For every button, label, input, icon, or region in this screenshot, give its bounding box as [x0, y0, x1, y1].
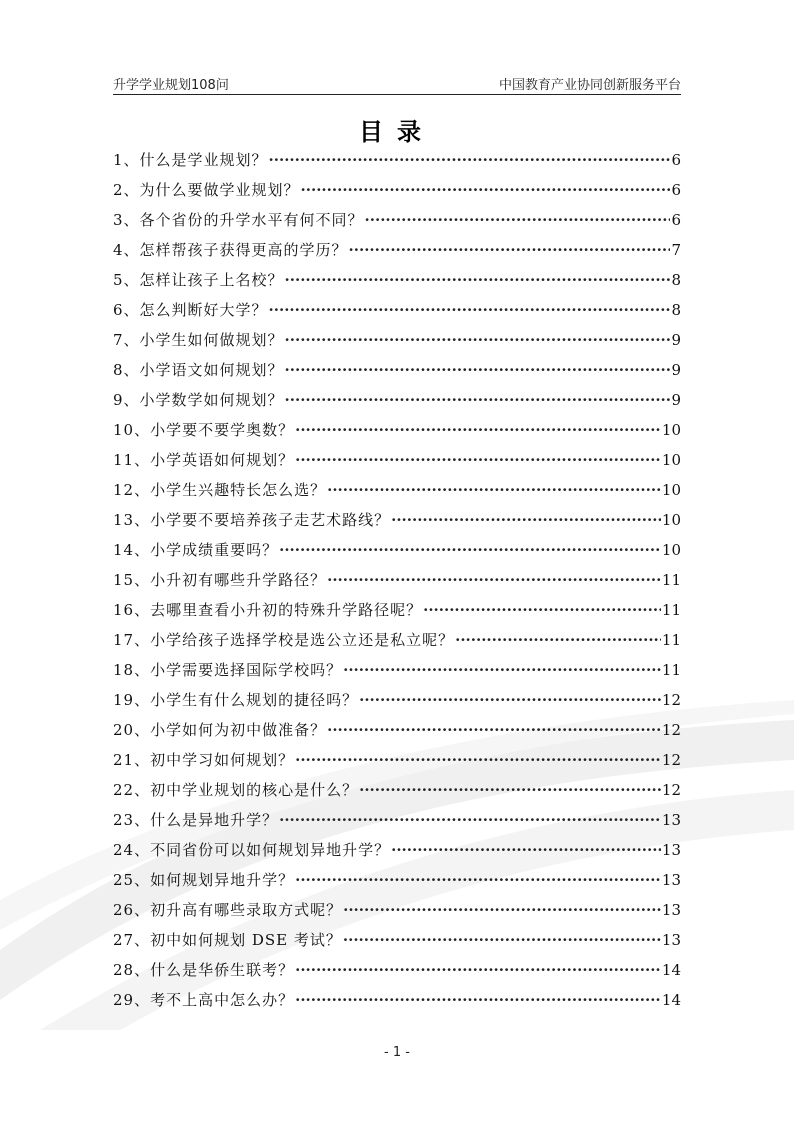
toc-dot-leader: [285, 385, 670, 415]
toc-entry-page: 10: [661, 451, 681, 469]
toc-entry-label: 18、小学需要选择国际学校吗？: [113, 661, 343, 679]
toc-entry-label: 26、初升高有哪些录取方式呢？: [113, 901, 343, 919]
toc-entry-page: 9: [671, 331, 681, 349]
toc-entry[interactable]: [113, 685, 681, 715]
toc-dot-leader: [327, 715, 661, 745]
toc-dot-leader: [295, 745, 661, 775]
toc-dot-leader: [295, 985, 661, 1015]
toc-entry-page: 13: [661, 811, 681, 829]
toc-entry[interactable]: [113, 145, 681, 175]
toc-entry[interactable]: [113, 745, 681, 775]
toc-entry[interactable]: [113, 715, 681, 745]
toc-entry-page: 12: [661, 691, 681, 709]
toc-entry-page: 9: [671, 391, 681, 409]
toc-dot-leader: [295, 415, 661, 445]
toc-entry-label: 25、如何规划异地升学？: [113, 871, 295, 889]
toc-dot-leader: [269, 295, 670, 325]
toc-entry[interactable]: [113, 235, 681, 265]
toc-entry[interactable]: [113, 925, 681, 955]
toc-dot-leader: [285, 355, 670, 385]
toc-entry-label: 12、小学生兴趣特长怎么选？: [113, 481, 327, 499]
toc-entry-page: 9: [671, 361, 681, 379]
toc-entry-page: 10: [661, 481, 681, 499]
toc-entry-page: 11: [661, 571, 681, 589]
page-title: 目录: [359, 118, 435, 146]
toc-entry-page: 13: [661, 931, 681, 949]
toc-entry-page: 6: [671, 211, 681, 229]
toc-entry-label: 16、去哪里查看小升初的特殊升学路径呢？: [113, 601, 423, 619]
toc-entry-page: 11: [661, 601, 681, 619]
toc-dot-leader: [343, 895, 661, 925]
toc-entry-label: 10、小学要不要学奥数？: [113, 421, 295, 439]
toc-dot-leader: [365, 205, 670, 235]
toc-entry[interactable]: [113, 205, 681, 235]
toc-entry-page: 8: [671, 271, 681, 289]
toc-entry-label: 27、初中如何规划 DSE 考试？: [113, 931, 342, 949]
toc-dot-leader: [343, 655, 661, 685]
toc-entry-page: 10: [661, 421, 681, 439]
running-header: [113, 74, 681, 95]
toc-entry-page: 13: [661, 901, 681, 919]
toc-entry-label: 22、初中学业规划的核心是什么？: [113, 781, 359, 799]
toc-entry-label: 7、小学生如何做规划？: [113, 331, 284, 349]
toc-entry[interactable]: [113, 415, 681, 445]
toc-entry-label: 20、小学如何为初中做准备？: [113, 721, 327, 739]
toc-entry-label: 29、考不上高中怎么办？: [113, 991, 295, 1009]
toc-entry[interactable]: [113, 175, 681, 205]
toc-entry[interactable]: [113, 775, 681, 805]
toc-entry-label: 21、初中学习如何规划？: [113, 751, 295, 769]
toc-entry-label: 1、什么是学业规划？: [113, 151, 268, 169]
toc-dot-leader: [295, 955, 661, 985]
toc-entry-label: 28、什么是华侨生联考？: [113, 961, 295, 979]
toc-dot-leader: [349, 235, 670, 265]
toc-dot-leader: [359, 775, 661, 805]
toc-entry-label: 13、小学要不要培养孩子走艺术路线？: [113, 511, 391, 529]
toc-entry[interactable]: [113, 895, 681, 925]
toc-entry-page: 13: [661, 841, 681, 859]
toc-entry-label: 19、小学生有什么规划的捷径吗？: [113, 691, 359, 709]
toc-entry[interactable]: [113, 865, 681, 895]
toc-dot-leader: [285, 325, 670, 355]
toc-dot-leader: [359, 685, 661, 715]
toc-dot-leader: [269, 145, 670, 175]
toc-dot-leader: [301, 175, 670, 205]
toc-entry[interactable]: [113, 445, 681, 475]
toc-entry[interactable]: [113, 385, 681, 415]
toc-entry-page: 6: [671, 151, 681, 169]
toc-dot-leader: [327, 475, 661, 505]
toc-entry-page: 12: [661, 781, 681, 799]
toc-dot-leader: [391, 505, 661, 535]
toc-dot-leader: [279, 535, 661, 565]
toc-entry[interactable]: [113, 625, 681, 655]
toc-entry[interactable]: [113, 295, 681, 325]
toc-dot-leader: [391, 835, 661, 865]
toc-entry-page: 12: [661, 721, 681, 739]
toc-dot-leader: [423, 595, 661, 625]
toc-entry-label: 23、什么是异地升学？: [113, 811, 279, 829]
toc-entry-page: 8: [671, 301, 681, 319]
toc-dot-leader: [455, 625, 661, 655]
toc-dot-leader: [327, 565, 661, 595]
toc-entry-label: 11、小学英语如何规划？: [113, 451, 295, 469]
toc-entry[interactable]: [113, 655, 681, 685]
toc-entry[interactable]: [113, 805, 681, 835]
toc-entry-page: 7: [671, 241, 681, 259]
toc-entry-page: 13: [661, 871, 681, 889]
toc-dot-leader: [295, 445, 661, 475]
toc-entry-label: 5、怎样让孩子上名校？: [113, 271, 284, 289]
toc-entry-label: 4、怎样帮孩子获得更高的学历？: [113, 241, 348, 259]
toc-entry[interactable]: [113, 475, 681, 505]
table-of-contents: [113, 145, 681, 1015]
toc-entry-page: 11: [661, 661, 681, 679]
header-organization: 中国教育产业协同创新服务平台: [498, 78, 681, 93]
toc-entry-page: 12: [661, 751, 681, 769]
toc-entry-label: 17、小学给孩子选择学校是选公立还是私立呢？: [113, 631, 455, 649]
toc-entry-page: 10: [661, 511, 681, 529]
header-book-title: 升学学业规划108问: [113, 78, 229, 93]
toc-entry-page: 11: [661, 631, 681, 649]
toc-entry[interactable]: [113, 535, 681, 565]
toc-dot-leader: [295, 865, 661, 895]
toc-entry[interactable]: [113, 565, 681, 595]
toc-entry-page: 14: [661, 991, 681, 1009]
toc-entry-label: 14、小学成绩重要吗？: [113, 541, 279, 559]
toc-entry-page: 14: [661, 961, 681, 979]
toc-entry[interactable]: [113, 955, 681, 985]
toc-entry[interactable]: [113, 985, 681, 1015]
toc-entry-label: 3、各个省份的升学水平有何不同？: [113, 211, 364, 229]
toc-entry[interactable]: [113, 265, 681, 295]
toc-entry[interactable]: [113, 595, 681, 625]
toc-entry-label: 2、为什么要做学业规划？: [113, 181, 300, 199]
page-number: - 1 -: [384, 1045, 410, 1060]
toc-dot-leader: [279, 805, 661, 835]
toc-entry-label: 9、小学数学如何规划？: [113, 391, 284, 409]
toc-entry-page: 6: [671, 181, 681, 199]
toc-entry[interactable]: [113, 835, 681, 865]
toc-entry-label: 8、小学语文如何规划？: [113, 361, 284, 379]
toc-entry-label: 15、小升初有哪些升学路径？: [113, 571, 327, 589]
toc-dot-leader: [285, 265, 670, 295]
toc-entry[interactable]: [113, 355, 681, 385]
toc-entry-label: 6、怎么判断好大学？: [113, 301, 268, 319]
toc-entry[interactable]: [113, 325, 681, 355]
toc-dot-leader: [343, 925, 661, 955]
toc-entry[interactable]: [113, 505, 681, 535]
toc-entry-label: 24、不同省份可以如何规划异地升学？: [113, 841, 391, 859]
toc-entry-page: 10: [661, 541, 681, 559]
